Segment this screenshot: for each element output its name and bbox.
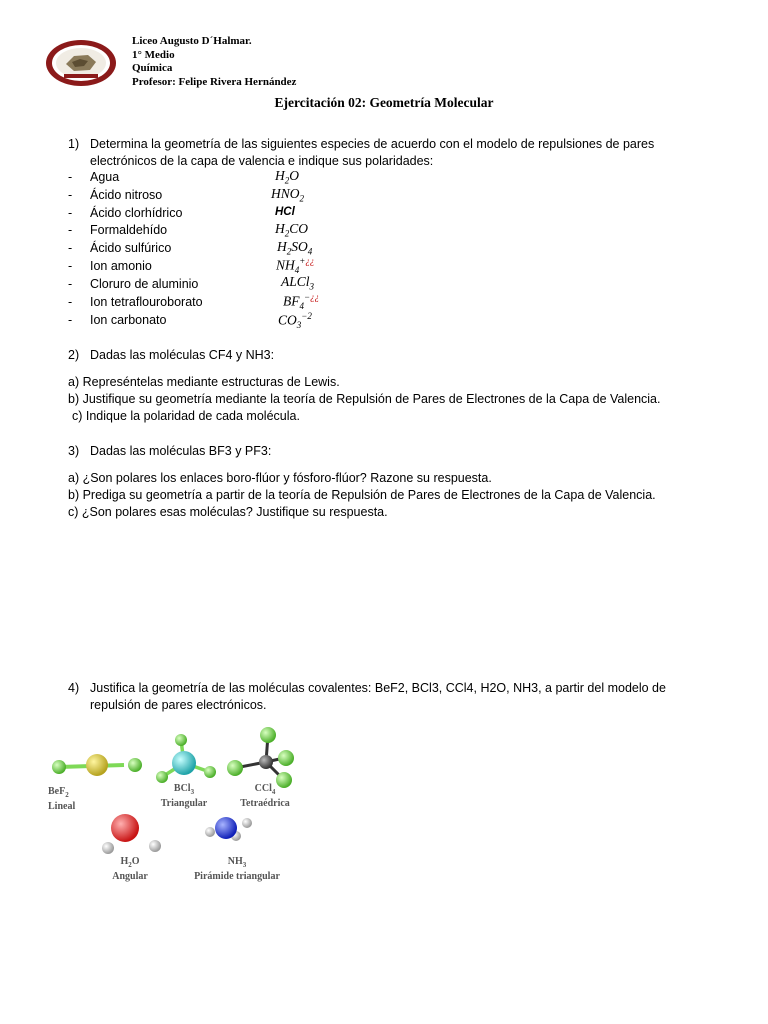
question-number: 4) (68, 681, 80, 695)
school-info (132, 35, 296, 89)
bef2-label: BeF$_2$ Lineal (48, 786, 76, 812)
subject: Química (132, 62, 173, 74)
formula-water: $H_2O$ (275, 168, 299, 186)
q3-part-c: c) ¿Son polares esas moléculas? Justifique su respuesta. (68, 505, 388, 519)
formula-ammonium: $NH_4^{+¿¿}$ (276, 256, 315, 276)
q2-part-b: b) Justifique su geometría mediante la teoría de Repulsión de Pares de Electrones de la Capa de Valencia. (68, 392, 661, 406)
q3-part-b: b) Prediga su geometría a partir de la teoría de Repulsión de Pares de Electrones de la Capa de Valencia. (68, 488, 656, 502)
formula-carbonate: $CO_3^{-2}$ (278, 311, 312, 331)
q2-part-a: a) Represéntelas mediante estructuras de Lewis. (68, 375, 340, 389)
teacher: Profesor: Felipe Rivera Hernández (132, 75, 297, 88)
question-number: 2) (68, 348, 80, 362)
h2o-label: $H_2O$ Angular (112, 856, 148, 882)
h2o-model (102, 814, 161, 854)
formula-tetrafluoroborate: $BF_4^{-¿¿}$ (283, 292, 320, 312)
school-name: Liceo Augusto D´Halmar. (132, 35, 252, 47)
question-text: Dadas las moléculas BF3 y PF3: (90, 444, 272, 458)
q2-part-c: c) Indique la polaridad de cada molécula. (72, 409, 300, 423)
question-number: 3) (68, 444, 80, 458)
ccl4-label: CCl$_4$ Tetraédrica (240, 783, 290, 809)
question-text: Justifica la geometría de las moléculas covalentes: BeF2, BCl3, CCl4, H2O, NH3, a partir del modelo de repulsión de pares electrónicos. (90, 681, 666, 712)
grade-level: 1° Medio (132, 48, 175, 61)
molecule-geometry-figure (44, 720, 304, 885)
formula-aluminum-chloride: ALCl$_3$ (281, 274, 315, 292)
bcl3-label: BCl$_3$ Triangular (160, 783, 208, 809)
nh3-label: $NH_3$ Pirámide triangular (194, 856, 280, 882)
formula-hcl: HCl (275, 206, 295, 218)
ccl4-model (227, 727, 294, 788)
question-number: 1) (68, 137, 80, 151)
q3-part-a: a) ¿Son polares los enlaces boro-flúor y fósforo-flúor? Razone su respuesta. (68, 471, 492, 485)
formula-sulfuric-acid: $H_2SO_4$ (277, 239, 313, 257)
bef2-model (52, 754, 142, 776)
school-logo (44, 38, 118, 88)
page-title: Ejercitación 02: Geometría Molecular (274, 95, 494, 110)
question-text: Determina la geometría de las siguientes especies de acuerdo con el modelo de repulsiones de pares electrónicos de la capa de valencia e indique sus polaridades: (90, 137, 655, 168)
formula-nitrous-acid: $HNO_2$ (271, 186, 305, 204)
nh3-model (205, 817, 252, 841)
question-text: Dadas las moléculas CF4 y NH3: (90, 348, 275, 362)
bcl3-model (156, 734, 216, 783)
formula-formaldehyde: $H_2CO$ (275, 221, 309, 239)
